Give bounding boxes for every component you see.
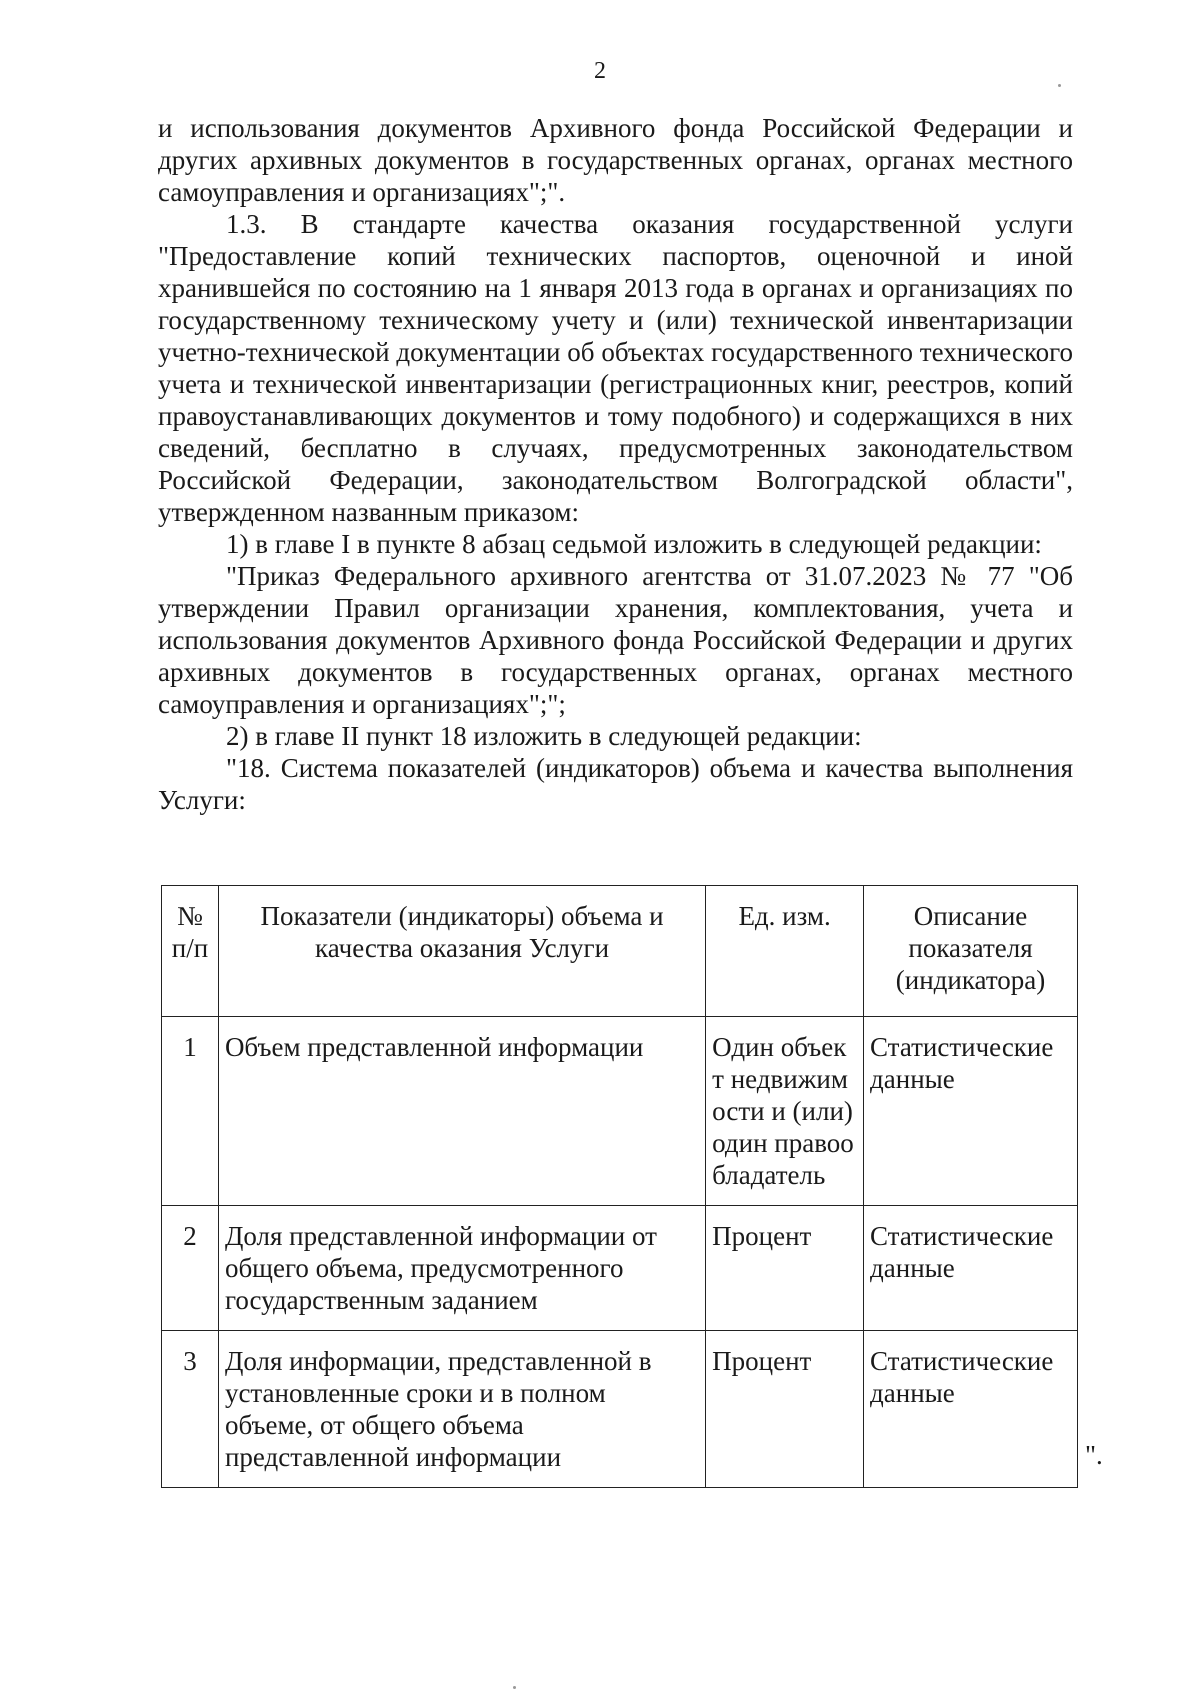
document-body <box>158 112 1073 816</box>
cell-number: 3 <box>162 1331 219 1488</box>
header-number: № п/п <box>162 886 219 1017</box>
cell-number: 2 <box>162 1206 219 1331</box>
header-unit: Ед. изм. <box>706 886 864 1017</box>
cell-indicator: Доля информации, представленной в установленные сроки и в полном объеме, от общего объема представленной информации <box>218 1331 705 1488</box>
paragraph-item-2: 2) в главе II пункт 18 изложить в следующей редакции: <box>226 721 862 751</box>
table-row <box>162 1206 1078 1331</box>
table-row <box>162 1017 1078 1206</box>
scan-speck <box>1058 84 1061 87</box>
paragraph-point-18: "18. Система показателей (индикаторов) объема и качества выполнения Услуги: <box>158 753 1073 815</box>
cell-number: 1 <box>162 1017 219 1206</box>
cell-unit: Процент <box>706 1331 864 1488</box>
paragraph-item-1: 1) в главе I в пункте 8 абзац седьмой изложить в следующей редакции: <box>226 529 1042 559</box>
cell-indicator: Доля представленной информации от общего объема, предусмотренного государственным заданием <box>218 1206 705 1331</box>
closing-quote: ". <box>1085 1440 1103 1470</box>
page-number: 2 <box>594 58 606 84</box>
cell-description: Статистические данные <box>864 1331 1078 1488</box>
header-description: Описание показателя (индикатора) <box>864 886 1078 1017</box>
table-header-row <box>162 886 1078 1017</box>
cell-description: Статистические данные <box>864 1017 1078 1206</box>
header-indicator: Показатели (индикаторы) объема и качества оказания Услуги <box>218 886 705 1017</box>
indicators-table <box>161 885 1078 1488</box>
paragraph-continuation: и использования документов Архивного фонда Российской Федерации и других архивных документов в государственных органах, органах местного самоуправления и организациях";". <box>158 113 1073 207</box>
cell-unit: Один объект недвижимости и (или) один правообладатель <box>706 1017 864 1206</box>
scan-speck <box>513 1686 516 1689</box>
table-row <box>162 1331 1078 1488</box>
paragraph-section-1-3: 1.3. В стандарте качества оказания государственной услуги "Предоставление копий технических паспортов, оценочной и иной хранившейся по состоянию на 1 января 2013 года в органах и организациях по государственному техническому учету и (или) технической инвентаризации учетно-технической документации об объектах государственного технического учета и технической инвентаризации (регистрационных книг, реестров, копий правоустанавливающих документов и тому подобного) и содержащихся в них сведений, бесплатно в случаях, предусмотренных законодательством Российской Федерации, законодательством Волгоградской области", утвержденном названным приказом: <box>158 209 1073 527</box>
cell-indicator: Объем представленной информации <box>218 1017 705 1206</box>
cell-unit: Процент <box>706 1206 864 1331</box>
cell-description: Статистические данные <box>864 1206 1078 1331</box>
paragraph-quoted-order: "Приказ Федерального архивного агентства от 31.07.2023 № 77 "Об утверждении Правил организации хранения, комплектования, учета и использования документов Архивного фонда Российской Федерации и других архивных документов в государственных органах, органах местного самоуправления и организациях";"; <box>158 561 1073 719</box>
